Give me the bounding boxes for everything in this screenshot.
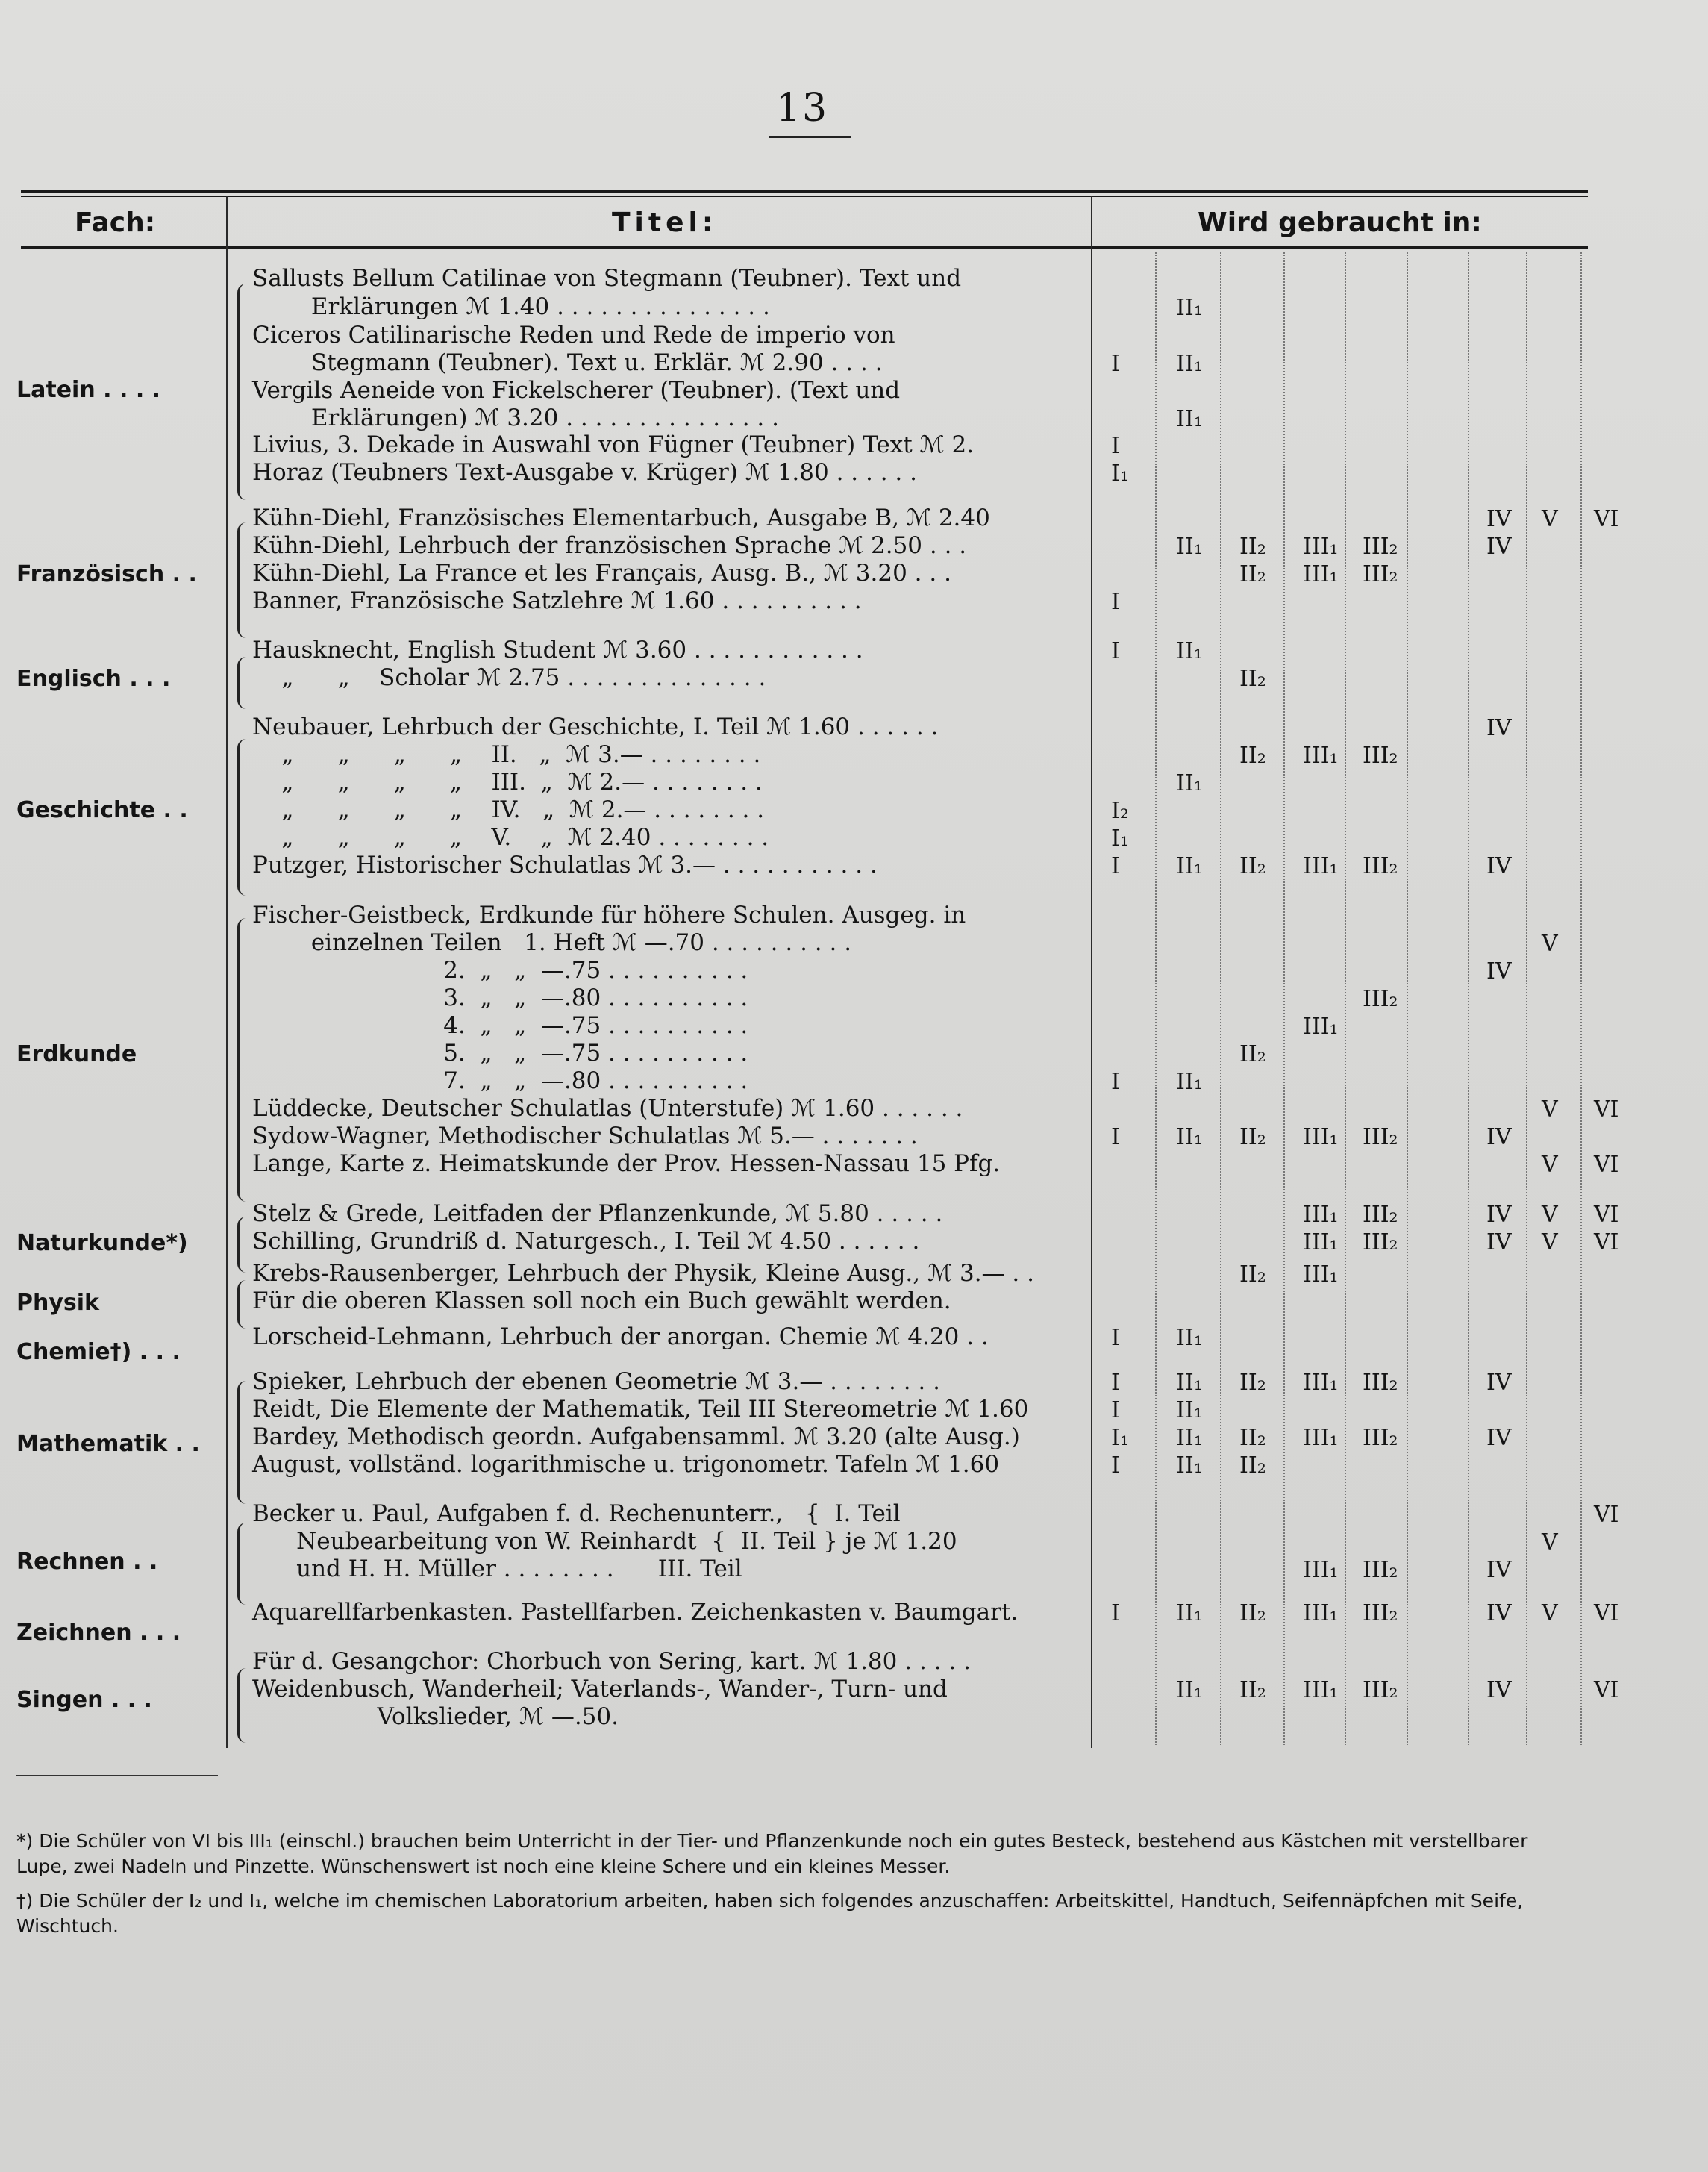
book-title: Becker u. Paul, Aufgaben f. d. Rechenunterr., { I. Teil — [252, 1500, 901, 1527]
book-title: 5. „ „ —.75 . . . . . . . . . . — [252, 1040, 748, 1067]
usage-mark: II₁ — [1176, 534, 1203, 560]
subject-brace — [237, 1381, 250, 1504]
book-title: Stelz & Grede, Leitfaden der Pflanzenkunde, ℳ 5.80 . . . . . — [252, 1200, 943, 1227]
usage-mark: I — [1111, 1370, 1120, 1396]
usage-mark: I — [1111, 1397, 1120, 1423]
subject-brace — [237, 284, 250, 500]
subject-brace — [237, 1280, 250, 1329]
table-top-rule-thin — [21, 196, 1588, 197]
usage-mark: III₁ — [1303, 534, 1339, 560]
usage-mark: II₂ — [1239, 666, 1266, 692]
subject-label: Erdkunde — [16, 1041, 137, 1067]
usage-mark: V — [1542, 1229, 1558, 1255]
usage-mark: IV — [1486, 853, 1512, 879]
usage-mark: III₁ — [1303, 1370, 1339, 1396]
usage-mark: II₂ — [1239, 853, 1266, 879]
usage-mark: III₁ — [1303, 1229, 1339, 1255]
book-title: einzelnen Teilen 1. Heft ℳ —.70 . . . . . . . . . . — [252, 929, 852, 956]
usage-mark: IV — [1486, 534, 1512, 560]
usage-mark: IV — [1486, 958, 1512, 984]
book-title: August, vollständ. logarithmische u. trigonometr. Tafeln ℳ 1.60 — [252, 1451, 1000, 1478]
usage-mark: II₂ — [1239, 534, 1266, 560]
book-title: Neubauer, Lehrbuch der Geschichte, I. Teil ℳ 1.60 . . . . . . — [252, 714, 939, 740]
book-title: Putzger, Historischer Schulatlas ℳ 3.— . . . . . . . . . . . — [252, 852, 878, 879]
usage-mark: II₁ — [1176, 853, 1203, 879]
usage-mark: III₂ — [1363, 561, 1398, 587]
usage-mark: III₂ — [1363, 1124, 1398, 1150]
book-title: Bardey, Methodisch geordn. Aufgabensamml. ℳ 3.20 (alte Ausg.) — [252, 1423, 1020, 1450]
usage-mark: I₁ — [1111, 461, 1129, 487]
subject-label: Geschichte . . — [16, 797, 188, 823]
usage-mark: V — [1542, 931, 1558, 957]
usage-mark: III₂ — [1363, 1600, 1398, 1626]
book-title: „ „ Scholar ℳ 2.75 . . . . . . . . . . . . . . — [252, 664, 766, 691]
usage-mark: III₁ — [1303, 743, 1339, 769]
book-title: „ „ „ „ V. „ ℳ 2.40 . . . . . . . . — [252, 824, 769, 851]
book-title: Kühn-Diehl, La France et les Français, Ausg. B., ℳ 3.20 . . . — [252, 560, 951, 587]
usage-mark: I — [1111, 638, 1120, 664]
book-title: Kühn-Diehl, Lehrbuch der französischen Sprache ℳ 2.50 . . . — [252, 532, 967, 559]
usage-mark: I — [1111, 1325, 1120, 1351]
usage-mark: III₂ — [1363, 1370, 1398, 1396]
page-number: 13 — [775, 86, 829, 131]
usage-mark: II₁ — [1176, 1124, 1203, 1150]
book-title: Aquarellfarbenkasten. Pastellfarben. Zeichenkasten v. Baumgart. — [252, 1599, 1019, 1626]
header-usage: Wird gebraucht in: — [1198, 207, 1482, 238]
usage-mark: IV — [1486, 1600, 1512, 1626]
usage-mark: III₁ — [1303, 561, 1339, 587]
usage-mark: VI — [1594, 1502, 1619, 1528]
usage-mark: V — [1542, 1096, 1558, 1123]
usage-mark: II₁ — [1176, 295, 1203, 321]
usage-mark: I — [1111, 589, 1120, 615]
usage-mark: II₁ — [1176, 406, 1203, 432]
book-title: Lange, Karte z. Heimatskunde der Prov. Hessen-Nassau 15 Pfg. — [252, 1150, 1001, 1177]
usage-mark: IV — [1486, 1229, 1512, 1255]
usage-mark: III₁ — [1303, 1600, 1339, 1626]
usage-mark: IV — [1486, 1124, 1512, 1150]
subject-brace — [237, 739, 250, 896]
book-title: Sydow-Wagner, Methodischer Schulatlas ℳ 5.— . . . . . . . — [252, 1123, 918, 1149]
usage-mark: III₂ — [1363, 1557, 1398, 1583]
usage-mark: II₁ — [1176, 1677, 1203, 1703]
subject-label: Naturkunde*) — [16, 1230, 188, 1256]
usage-mark: II₂ — [1239, 1425, 1266, 1451]
usage-mark: II₁ — [1176, 1600, 1203, 1626]
header-titel: Titel: — [612, 207, 718, 238]
usage-mark: I — [1111, 853, 1120, 879]
usage-mark: I — [1111, 433, 1120, 459]
usage-mark: III₂ — [1363, 743, 1398, 769]
usage-mark: III₁ — [1303, 1677, 1339, 1703]
usage-mark: II₂ — [1239, 743, 1266, 769]
subject-label: Französisch . . — [16, 561, 197, 587]
usage-mark: II₂ — [1239, 1677, 1266, 1703]
usage-mark: III₁ — [1303, 1425, 1339, 1451]
usage-mark: III₂ — [1363, 1202, 1398, 1228]
usage-mark: I — [1111, 1124, 1120, 1150]
usage-mark: VI — [1594, 1152, 1619, 1178]
usage-mark: II₁ — [1176, 1425, 1203, 1451]
usage-column-divider — [1580, 252, 1582, 1745]
page-number-underline — [769, 136, 851, 138]
book-title: Fischer-Geistbeck, Erdkunde für höhere Schulen. Ausgeg. in — [252, 902, 966, 929]
usage-mark: V — [1542, 1202, 1558, 1228]
book-title: Lorscheid-Lehmann, Lehrbuch der anorgan. Chemie ℳ 4.20 . . — [252, 1323, 989, 1350]
usage-mark: III₂ — [1363, 1425, 1398, 1451]
subject-label: Mathematik . . — [16, 1431, 200, 1457]
usage-mark: II₂ — [1239, 1600, 1266, 1626]
subject-brace — [237, 522, 250, 638]
subject-brace — [237, 1217, 250, 1273]
header-fach: Fach: — [75, 207, 156, 238]
usage-mark: III₁ — [1303, 1557, 1339, 1583]
book-title: Neubearbeitung von W. Reinhardt { II. Teil } je ℳ 1.20 — [252, 1528, 957, 1555]
book-title: Krebs-Rausenberger, Lehrbuch der Physik, Kleine Ausg., ℳ 3.— . . — [252, 1260, 1034, 1287]
usage-column-divider — [1345, 252, 1346, 1745]
book-title: Banner, Französische Satzlehre ℳ 1.60 . . . . . . . . . . — [252, 587, 862, 614]
usage-mark: I — [1111, 1069, 1120, 1095]
usage-mark: II₂ — [1239, 1041, 1266, 1067]
subject-brace — [237, 1523, 250, 1605]
usage-mark: II₂ — [1239, 1124, 1266, 1150]
subject-label: Zeichnen . . . — [16, 1620, 181, 1646]
usage-mark: II₂ — [1239, 1370, 1266, 1396]
usage-mark: IV — [1486, 1557, 1512, 1583]
footnote-naturkunde: *) Die Schüler von VI bis III₁ (einschl.) brauchen beim Unterricht in der Tier- und Pflanzenkunde noch ein gutes Besteck, bestehend aus Kästchen mit verstellbarer Lupe, zwei Nadeln und Pinzette. Wünschenswert ist noch eine kleine Schere und ein kleines Messer. — [16, 1830, 1528, 1877]
usage-mark: IV — [1486, 1677, 1512, 1703]
book-title: Livius, 3. Dekade in Auswahl von Fügner (Teubner) Text ℳ 2. — [252, 431, 975, 458]
footnote-rule — [16, 1775, 218, 1776]
usage-mark: II₁ — [1176, 1370, 1203, 1396]
book-title: Sallusts Bellum Catilinae von Stegmann (Teubner). Text und — [252, 265, 962, 292]
usage-column-divider — [1283, 252, 1285, 1745]
usage-mark: II₁ — [1176, 1325, 1203, 1351]
usage-mark: III₂ — [1363, 1229, 1398, 1255]
usage-mark: IV — [1486, 1425, 1512, 1451]
book-title: Horaz (Teubners Text-Ausgabe v. Krüger) ℳ 1.80 . . . . . . — [252, 459, 917, 486]
usage-mark: I — [1111, 1452, 1120, 1479]
usage-mark: III₁ — [1303, 853, 1339, 879]
book-title: Volkslieder, ℳ —.50. — [252, 1703, 619, 1730]
header-bottom-rule — [21, 246, 1588, 249]
usage-mark: VI — [1594, 1600, 1619, 1626]
usage-mark: III₁ — [1303, 1202, 1339, 1228]
usage-mark: VI — [1594, 1096, 1619, 1123]
usage-mark: III₂ — [1363, 1677, 1398, 1703]
book-title: Kühn-Diehl, Französisches Elementarbuch, Ausgabe B, ℳ 2.40 — [252, 505, 990, 531]
usage-mark: II₁ — [1176, 351, 1203, 377]
usage-mark: VI — [1594, 1202, 1619, 1228]
usage-mark: II₁ — [1176, 1397, 1203, 1423]
book-title: Lüddecke, Deutscher Schulatlas (Unterstufe) ℳ 1.60 . . . . . . — [252, 1095, 963, 1122]
book-title: „ „ „ „ II. „ ℳ 3.— . . . . . . . . — [252, 741, 761, 768]
usage-column-divider — [1407, 252, 1408, 1745]
subject-label: Singen . . . — [16, 1687, 152, 1713]
book-title: Schilling, Grundriß d. Naturgesch., I. Teil ℳ 4.50 . . . . . . — [252, 1228, 920, 1255]
usage-mark: IV — [1486, 715, 1512, 741]
column-divider-titel — [1091, 196, 1092, 1748]
book-title: Ciceros Catilinarische Reden und Rede de imperio von — [252, 322, 895, 349]
usage-mark: II₂ — [1239, 1452, 1266, 1479]
subject-brace — [237, 657, 250, 709]
book-title: „ „ „ „ III. „ ℳ 2.— . . . . . . . . — [252, 769, 763, 796]
usage-mark: I — [1111, 351, 1120, 377]
subject-label: Latein . . . . — [16, 377, 161, 403]
usage-mark: III₁ — [1303, 1261, 1339, 1288]
usage-mark: V — [1542, 506, 1558, 532]
subject-brace — [237, 918, 250, 1202]
usage-column-divider — [1468, 252, 1469, 1745]
book-title: 3. „ „ —.80 . . . . . . . . . . — [252, 984, 748, 1011]
usage-mark: III₂ — [1363, 986, 1398, 1012]
book-title: 7. „ „ —.80 . . . . . . . . . . — [252, 1067, 748, 1094]
usage-mark: V — [1542, 1529, 1558, 1555]
usage-mark: I₂ — [1111, 798, 1129, 824]
usage-mark: VI — [1594, 1229, 1619, 1255]
usage-mark: II₂ — [1239, 1261, 1266, 1288]
book-title: und H. H. Müller . . . . . . . . III. Teil — [252, 1555, 742, 1582]
book-title: Vergils Aeneide von Fickelscherer (Teubner). (Text und — [252, 377, 901, 404]
usage-mark: III₁ — [1303, 1014, 1339, 1040]
subject-label: Englisch . . . — [16, 666, 171, 692]
usage-mark: II₁ — [1176, 638, 1203, 664]
usage-mark: IV — [1486, 1370, 1512, 1396]
book-title: Für d. Gesangchor: Chorbuch von Sering, kart. ℳ 1.80 . . . . . — [252, 1648, 971, 1675]
usage-mark: IV — [1486, 1202, 1512, 1228]
usage-mark: II₁ — [1176, 1452, 1203, 1479]
usage-mark: IV — [1486, 506, 1512, 532]
usage-mark: VI — [1594, 506, 1619, 532]
usage-mark: I — [1111, 1600, 1120, 1626]
book-title: Weidenbusch, Wanderheil; Vaterlands-, Wander-, Turn- und — [252, 1676, 948, 1703]
usage-column-divider — [1155, 252, 1157, 1745]
column-divider-fach — [226, 196, 228, 1748]
subject-label: Rechnen . . — [16, 1549, 158, 1575]
usage-mark: V — [1542, 1152, 1558, 1178]
book-title: Reidt, Die Elemente der Mathematik, Teil III Stereometrie ℳ 1.60 — [252, 1396, 1029, 1423]
book-title: 2. „ „ —.75 . . . . . . . . . . — [252, 957, 748, 984]
usage-mark: II₂ — [1239, 561, 1266, 587]
usage-mark: II₁ — [1176, 1069, 1203, 1095]
usage-mark: VI — [1594, 1677, 1619, 1703]
book-title: Erklärungen ℳ 1.40 . . . . . . . . . . . . . . . — [252, 293, 770, 320]
usage-column-divider — [1526, 252, 1527, 1745]
book-title: „ „ „ „ IV. „ ℳ 2.— . . . . . . . . — [252, 796, 765, 823]
usage-mark: III₂ — [1363, 534, 1398, 560]
usage-mark: V — [1542, 1600, 1558, 1626]
usage-mark: III₂ — [1363, 853, 1398, 879]
table-top-rule — [21, 190, 1588, 193]
footnote-chemie: †) Die Schüler der I₂ und I₁, welche im chemischen Laboratorium arbeiten, haben sich folgendes anzuschaffen: Arbeitskittel, Handtuch, Seifennäpfchen mit Seife, Wischtuch. — [16, 1890, 1524, 1937]
book-title: Für die oberen Klassen soll noch ein Buch gewählt werden. — [252, 1288, 951, 1314]
usage-mark: III₁ — [1303, 1124, 1339, 1150]
book-title: Stegmann (Teubner). Text u. Erklär. ℳ 2.90 . . . . — [252, 349, 883, 376]
book-title: Hausknecht, English Student ℳ 3.60 . . . . . . . . . . . . — [252, 637, 863, 664]
usage-mark: I₁ — [1111, 1425, 1129, 1451]
usage-mark: II₁ — [1176, 770, 1203, 796]
subject-brace — [237, 1668, 250, 1743]
subject-label: Physik — [16, 1290, 99, 1316]
subject-label: Chemie†) . . . — [16, 1339, 181, 1365]
book-title: Erklärungen) ℳ 3.20 . . . . . . . . . . . . . . . — [252, 405, 779, 431]
book-title: 4. „ „ —.75 . . . . . . . . . . — [252, 1012, 748, 1039]
usage-column-divider — [1220, 252, 1221, 1745]
usage-mark: I₁ — [1111, 826, 1129, 852]
book-title: Spieker, Lehrbuch der ebenen Geometrie ℳ 3.— . . . . . . . . — [252, 1368, 940, 1395]
